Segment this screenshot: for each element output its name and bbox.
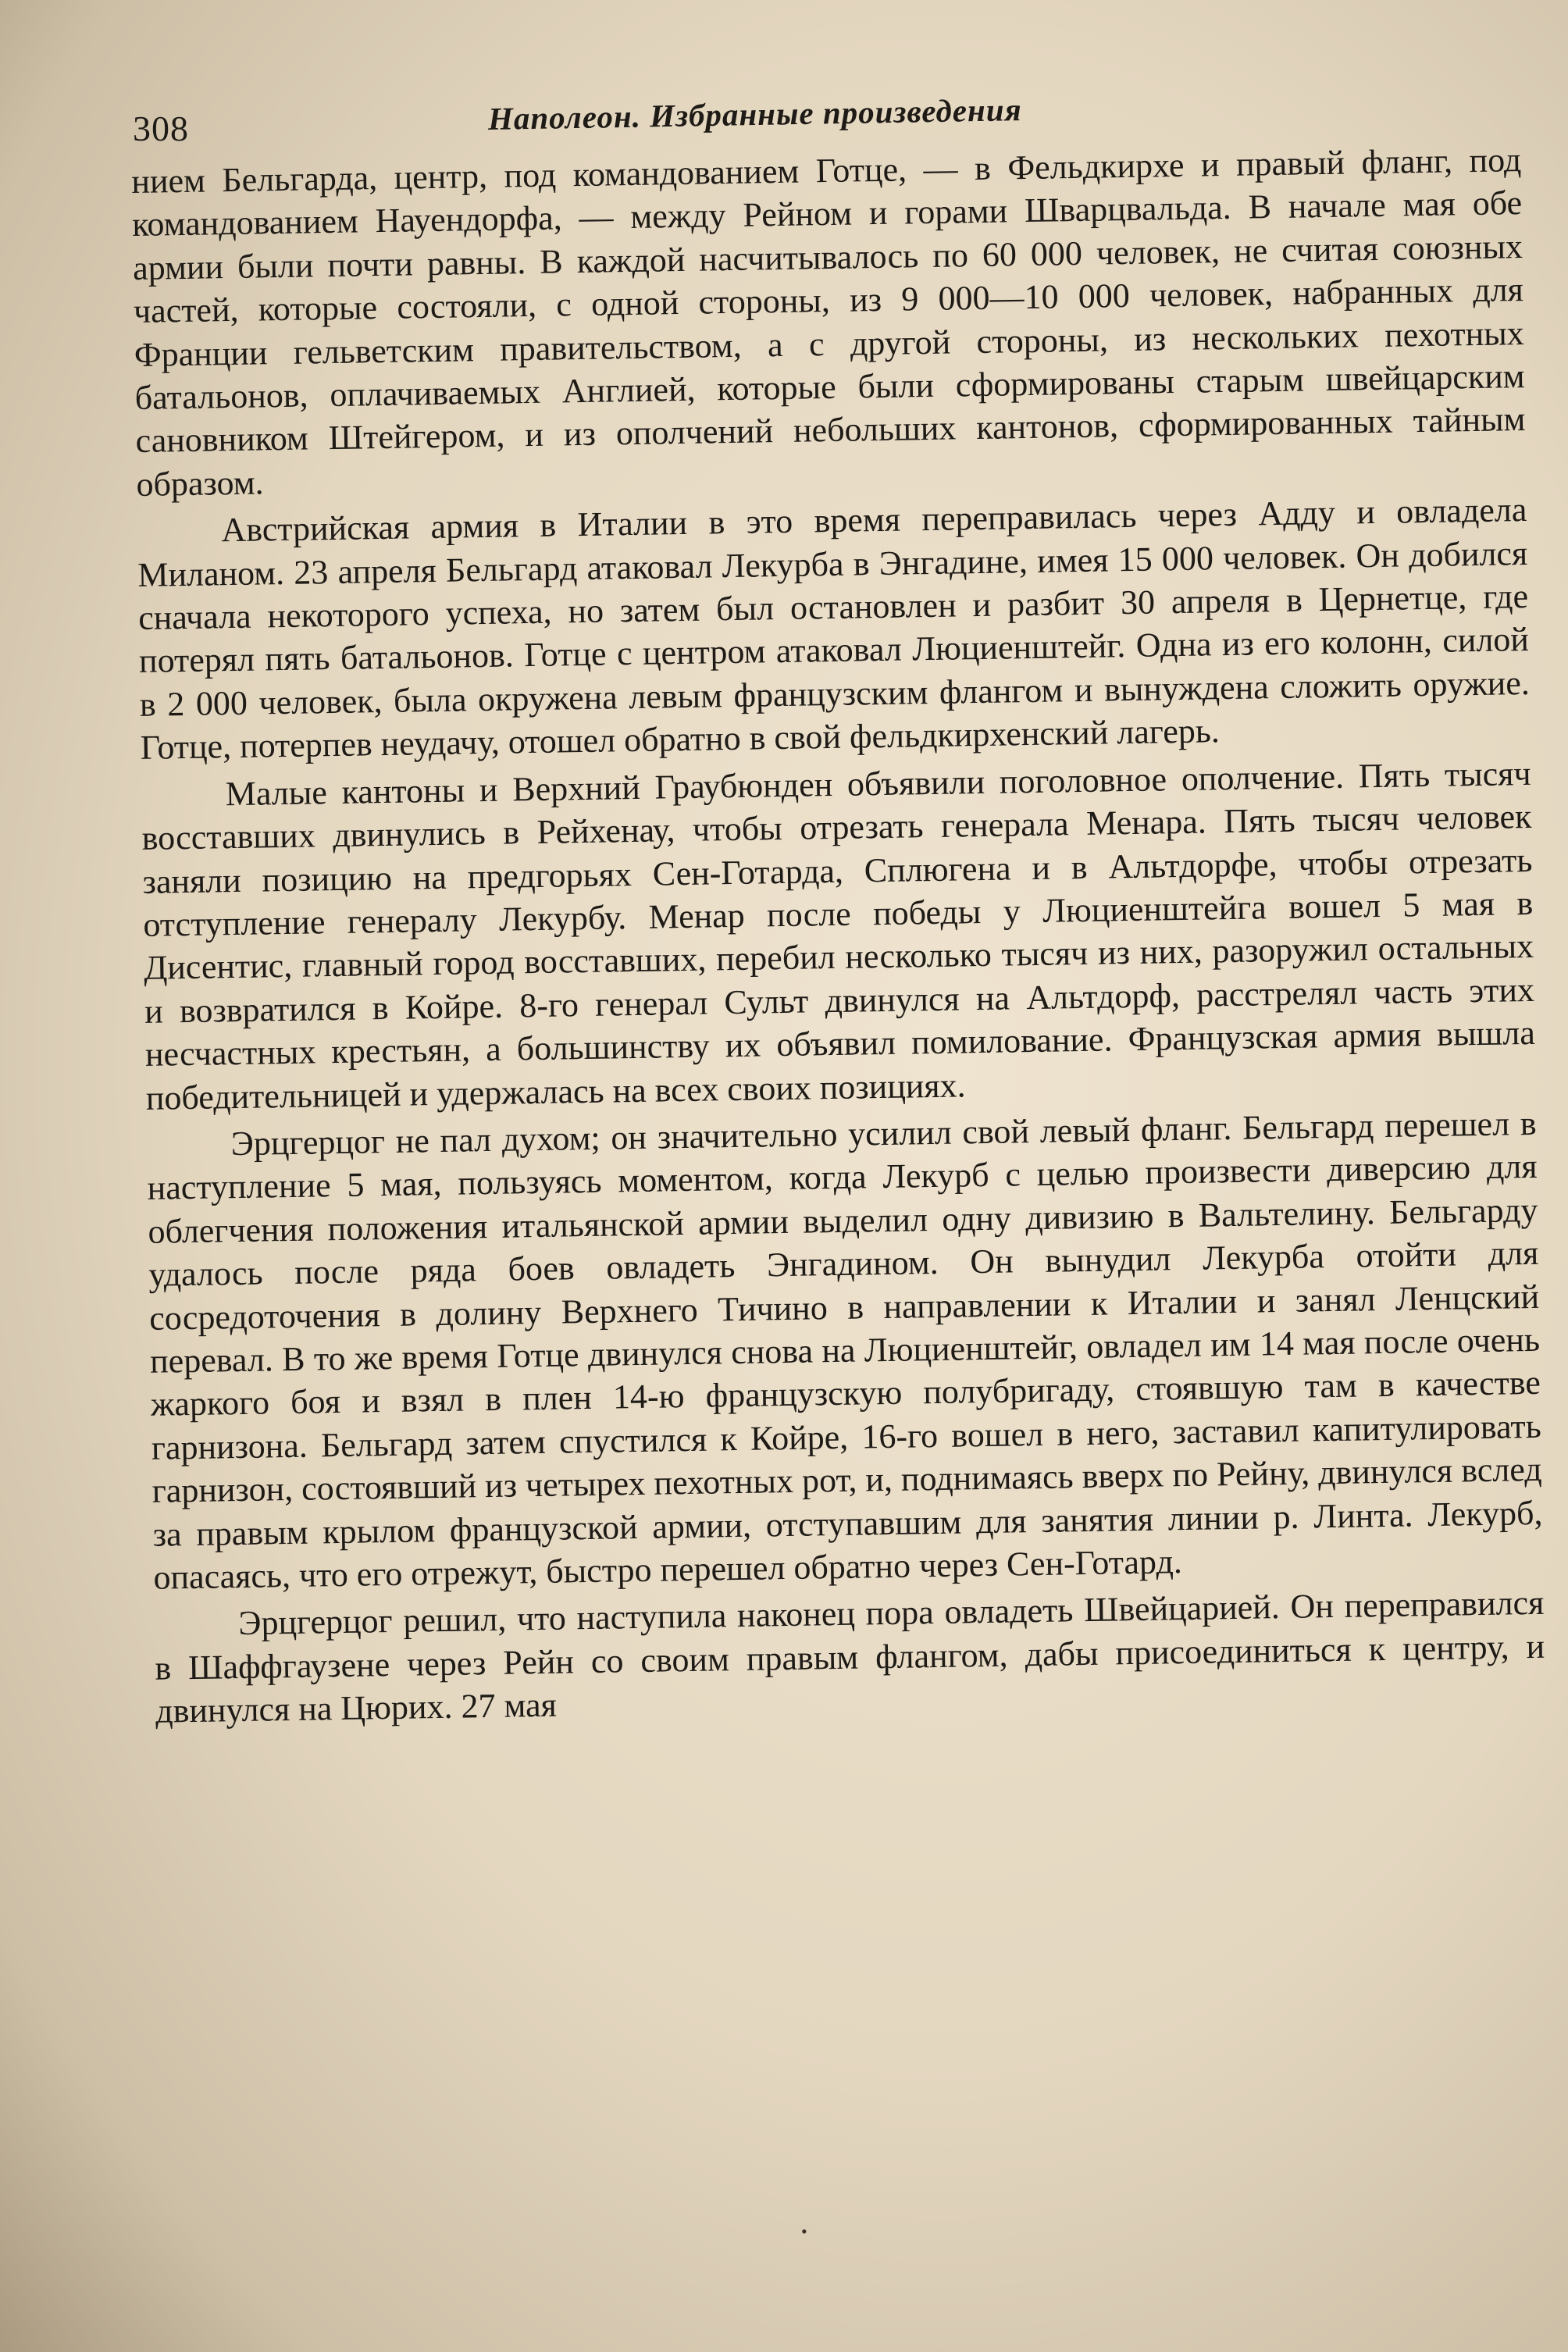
paragraph: Эрцгерцог решил, что наступила наконец пора овладеть Швейцарией. Он переправился в Шаффгаузене через Рейн со своим правым флангом, дабы присоединиться к центру, и двинулся на Цюрих. 27 мая	[154, 1584, 1545, 1730]
page-number: 308	[133, 109, 189, 148]
printer-dot-icon: •	[801, 2222, 807, 2241]
running-title: Наполеон. Избранные произведения	[487, 91, 1023, 137]
paragraph: нием Бельгарда, центр, под командованием Готце, — в Фельдкирхе и правый фланг, под командованием Науендорфа, — между Рейном и горами Шварцвальда. В начале мая обе армии были почти равны. В каждой насчитывалось по 60 000 человек, не считая союзных частей, которые состояли, с одной стороны, из 9 000—10 000 человек, набранных для Франции гельветским правительством, а с другой стороны, из нескольких пехотных батальонов, оплачиваемых Англией, которые были сформированы старым швейцарским сановником Штейгером, и из ополчений небольших кантонов, сформированных тайным образом.	[131, 141, 1526, 504]
body-text	[131, 138, 1546, 1737]
paragraph: Эрцгерцог не пал духом; он значительно усилил свой левый фланг. Бельгард перешел в наступление 5 мая, пользуясь моментом, когда Лекурб с целью произвести диверсию для облегчения положения итальянской армии выделил одну дивизию в Вальтелину. Бельгарду удалось после ряда боев овладеть Энгадином. Он вынудил Лекурба отойти для сосредоточения в долину Верхнего Тичино в направлении к Италии и занял Ленцский перевал. В то же время Готце двинулся снова на Люциенштейг, овладел им 14 мая после очень жаркого боя и взял в плен 14-ю французскую полубригаду, стоявшую там в качестве гарнизона. Бельгард затем спустился к Койре, 16-го вошел в него, заставил капитулировать гарнизон, состоявший из четырех пехотных рот, и, поднимаясь вверх по Рейну, двинулся вслед за правым крылом французской армии, отступавшим для занятия линии р. Линта. Лекурб, опасаясь, что его отрежут, быстро перешел обратно через Сен-Готард.	[147, 1103, 1543, 1597]
paragraph: Малые кантоны и Верхний Граубюнден объявили поголовное ополчение. Пять тысяч восставших двинулись в Рейхенау, чтобы отрезать генерала Менара. Пять тысяч человек заняли позицию на предгорьях Сен-Готарда, Сплюгена и в Альтдорфе, чтобы отрезать отступление генералу Лекурбу. Менар после победы у Люциенштейга вошел 5 мая в Дисентис, главный город восставших, перебил несколько тысяч из них, разоружил остальных и возвратился в Койре. 8-го генерал Сульт двинулся на Альтдорф, расстрелял часть этих несчастных крестьян, а большинству их объявил помилование. Французская армия вышла победительницей и удержалась на всех своих позициях.	[141, 754, 1536, 1117]
paragraph: Австрийская армия в Италии в это время переправилась через Адду и овладела Миланом. 23 апреля Бельгард атаковал Лекурба в Энгадине, имея 15 000 человек. Он добился сначала некоторого успеха, но затем был остановлен и разбит 30 апреля в Цернетце, где потерял пять батальонов. Готце с центром атаковал Люциенштейг. Одна из его колонн, силой в 2 000 человек, была окружена левым французским флангом и вынуждена сложить оружие. Готце, потерпев неудачу, отошел обратно в свой фельдкирхенский лагерь.	[137, 490, 1531, 768]
